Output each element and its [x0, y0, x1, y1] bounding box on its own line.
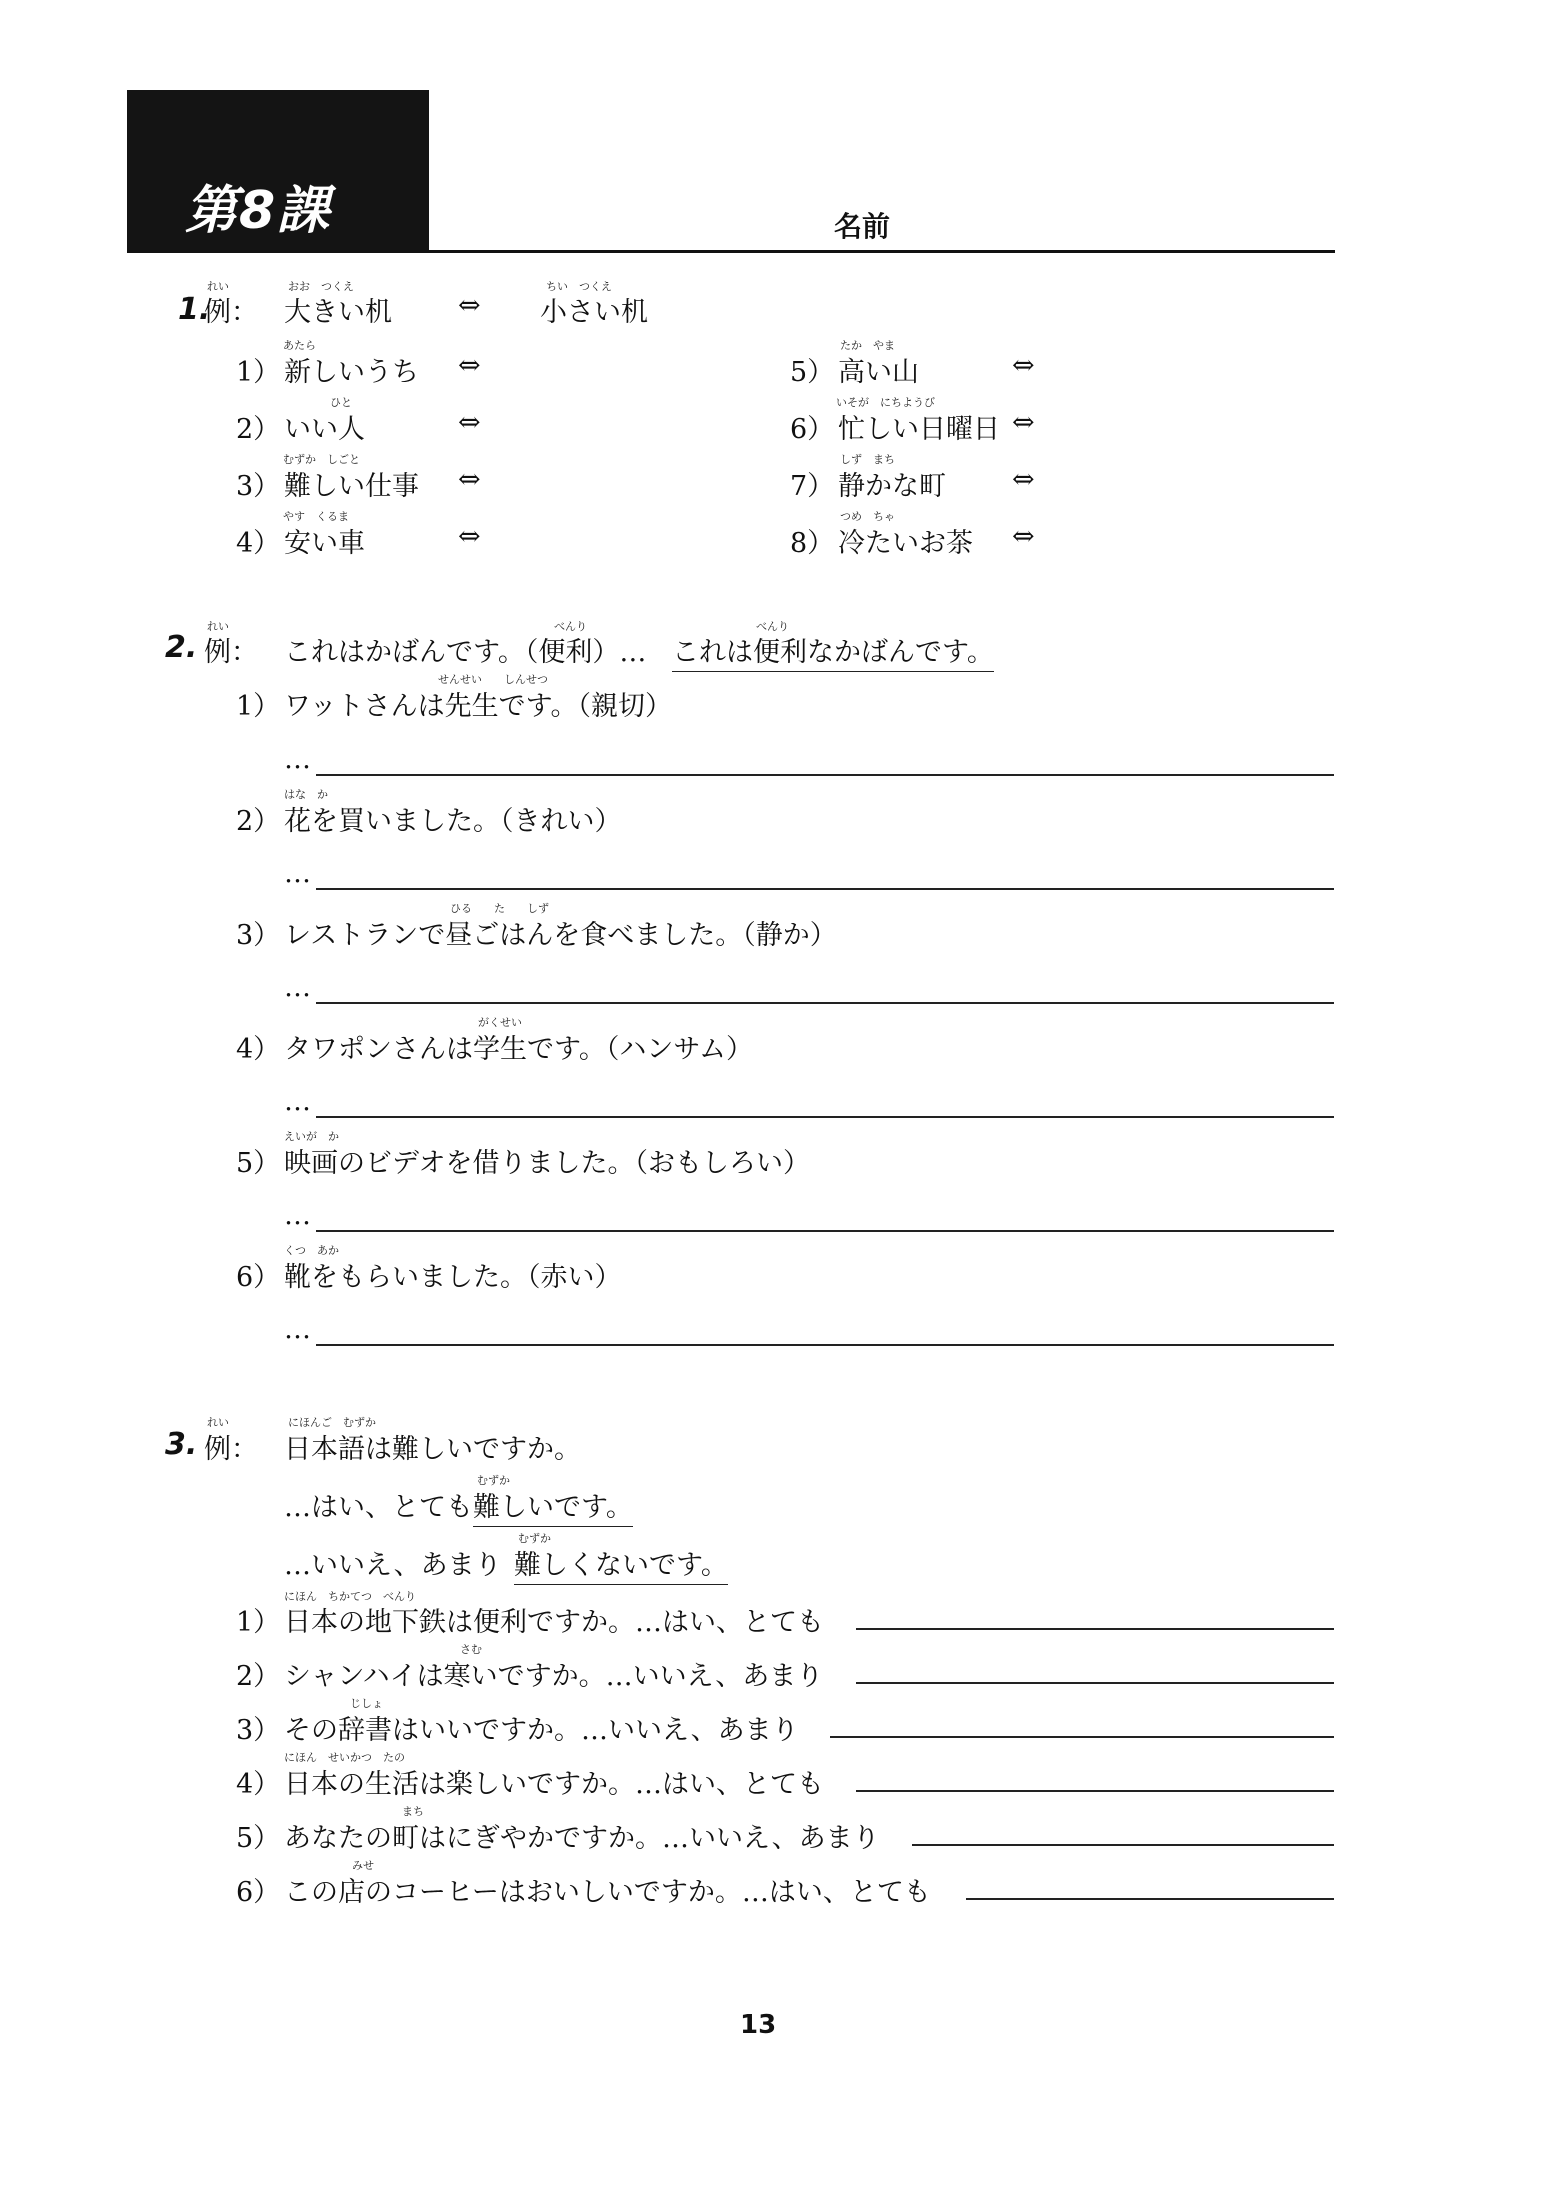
- ruby: たか やま: [840, 339, 895, 352]
- ruby: にほん せいかつ たの: [284, 1751, 405, 1764]
- dots: …: [284, 744, 311, 775]
- item-word: 忙しい日曜日: [838, 414, 1000, 445]
- item-word: 静かな町: [838, 471, 946, 502]
- item-number: 3）: [236, 1715, 281, 1746]
- answer-line[interactable]: [856, 1790, 1334, 1792]
- answer-line[interactable]: [912, 1844, 1334, 1846]
- section-2-number: 2.: [165, 630, 198, 665]
- item-number: 3）: [236, 920, 281, 951]
- arrow-icon: ⇔: [458, 521, 481, 552]
- example-question: 日本語は難しいですか。: [284, 1434, 581, 1465]
- ruby: ひる た しず: [450, 902, 549, 915]
- example-yes-answer: 難しいです。: [473, 1485, 633, 1527]
- ruby: さむ: [460, 1643, 482, 1656]
- item-word: 冷たいお茶: [838, 528, 973, 559]
- item-number: 3）: [236, 471, 281, 502]
- name-label: 名前: [834, 210, 891, 243]
- answer-line[interactable]: [856, 1628, 1334, 1630]
- ruby: むずか しごと: [283, 453, 360, 466]
- example-label: 例：: [204, 1434, 258, 1465]
- section-3-number: 3.: [165, 1427, 198, 1462]
- item-number: 6）: [236, 1262, 281, 1293]
- item-number: 1）: [236, 691, 281, 722]
- ruby: くつ あか: [284, 1244, 339, 1257]
- item-prompt: ワットさんは先生です。（親切）: [284, 691, 672, 722]
- ruby: ちい つくえ: [546, 280, 612, 293]
- ruby: えいが か: [284, 1130, 339, 1143]
- item-number: 7）: [790, 471, 835, 502]
- lesson-title: 第8課: [185, 181, 332, 241]
- arrow-icon: ⇔: [1012, 350, 1035, 381]
- item-number: 6）: [790, 414, 835, 445]
- ruby: むずか: [477, 1474, 510, 1487]
- item-prompt: 靴をもらいました。（赤い）: [284, 1262, 622, 1293]
- ruby: まち: [402, 1805, 424, 1818]
- item-number: 2）: [236, 414, 281, 445]
- item-number: 1）: [236, 1607, 281, 1638]
- example-yes-prefix: …はい、とても: [284, 1492, 473, 1523]
- answer-line[interactable]: [316, 1116, 1334, 1118]
- ruby: べんり: [554, 620, 587, 633]
- example-no-prefix: …いいえ、あまり: [284, 1550, 502, 1581]
- arrow-icon: ⇔: [458, 350, 481, 381]
- ruby: みせ: [352, 1859, 374, 1872]
- item-prompt: あなたの町はにぎやかですか。…いいえ、あまり: [284, 1823, 880, 1854]
- example-label: 例：: [204, 637, 258, 668]
- ruby: がくせい: [478, 1016, 522, 1029]
- answer-line[interactable]: [316, 1230, 1334, 1232]
- answer-line[interactable]: [316, 1344, 1334, 1346]
- answer-line[interactable]: [830, 1736, 1334, 1738]
- item-prompt: シャンハイは寒いですか。…いいえ、あまり: [284, 1661, 824, 1692]
- ruby: れい: [207, 620, 229, 633]
- arrow-icon: ⇔: [458, 407, 481, 438]
- ruby: せんせい しんせつ: [438, 673, 548, 686]
- dots: …: [284, 1086, 311, 1117]
- answer-line[interactable]: [856, 1682, 1334, 1684]
- item-word: 高い山: [838, 357, 919, 388]
- item-prompt: タワポンさんは学生です。（ハンサム）: [284, 1034, 753, 1065]
- section-1-number: 1.: [178, 292, 211, 327]
- ruby: おお つくえ: [288, 280, 354, 293]
- ruby: いそが にちようび: [836, 396, 935, 409]
- item-number: 4）: [236, 1034, 281, 1065]
- item-word: いい人: [284, 414, 365, 445]
- item-word: 安い車: [284, 528, 365, 559]
- item-number: 6）: [236, 1877, 281, 1908]
- item-prompt: 日本の生活は楽しいですか。…はい、とても: [284, 1769, 824, 1800]
- item-prompt: レストランで昼ごはんを食べました。（静か）: [284, 920, 837, 951]
- answer-line[interactable]: [316, 888, 1334, 890]
- item-number: 4）: [236, 1769, 281, 1800]
- item-number: 5）: [790, 357, 835, 388]
- ruby: しず まち: [840, 453, 895, 466]
- arrow-icon: ⇔: [1012, 464, 1035, 495]
- item-prompt: 花を買いました。（きれい）: [284, 806, 622, 837]
- item-number: 1）: [236, 357, 281, 388]
- arrow-icon: ⇔: [1012, 521, 1035, 552]
- ruby: つめ ちゃ: [840, 510, 895, 523]
- item-number: 8）: [790, 528, 835, 559]
- page-number: 13: [740, 2010, 777, 2040]
- dots: …: [284, 1314, 311, 1345]
- ruby: あたら: [283, 339, 316, 352]
- arrow-icon: ⇔: [458, 464, 481, 495]
- dots: …: [284, 1200, 311, 1231]
- ruby: むずか: [518, 1532, 551, 1545]
- item-word: 難しい仕事: [284, 471, 419, 502]
- answer-line[interactable]: [316, 774, 1334, 776]
- dots: …: [284, 858, 311, 889]
- example-question: これはかばんです。（便利）…: [284, 637, 647, 668]
- ruby: れい: [207, 1416, 229, 1429]
- dots: …: [284, 972, 311, 1003]
- item-word: 新しいうち: [284, 357, 419, 388]
- answer-line[interactable]: [966, 1898, 1334, 1900]
- ruby: れい: [207, 280, 229, 293]
- item-number: 4）: [236, 528, 281, 559]
- item-number: 5）: [236, 1148, 281, 1179]
- item-prompt: 日本の地下鉄は便利ですか。…はい、とても: [284, 1607, 824, 1638]
- item-prompt: その辞書はいいですか。…いいえ、あまり: [284, 1715, 799, 1746]
- example-label: 例：: [204, 297, 258, 328]
- ruby: やす くるま: [283, 510, 349, 523]
- ruby: べんり: [756, 620, 789, 633]
- item-number: 2）: [236, 806, 281, 837]
- example-answer: これは便利なかばんです。: [672, 630, 994, 672]
- ruby: じしょ: [350, 1697, 383, 1710]
- ruby: にほん ちかてつ べんり: [284, 1590, 416, 1603]
- arrow-icon: ⇔: [458, 290, 481, 321]
- item-prompt: この店のコーヒーはおいしいですか。…はい、とても: [284, 1877, 931, 1908]
- example-no-answer: 難しくないです。: [514, 1543, 728, 1585]
- answer-line[interactable]: [316, 1002, 1334, 1004]
- item-number: 2）: [236, 1661, 281, 1692]
- arrow-icon: ⇔: [1012, 407, 1035, 438]
- item-prompt: 映画のビデオを借りました。（おもしろい）: [284, 1148, 810, 1179]
- ruby: ひと: [330, 396, 352, 409]
- header-rule: [127, 250, 1335, 253]
- ruby: にほんご むずか: [288, 1416, 376, 1429]
- example-right: 小さい机: [540, 297, 648, 328]
- ruby: はな か: [284, 788, 328, 801]
- example-left: 大きい机: [284, 297, 392, 328]
- item-number: 5）: [236, 1823, 281, 1854]
